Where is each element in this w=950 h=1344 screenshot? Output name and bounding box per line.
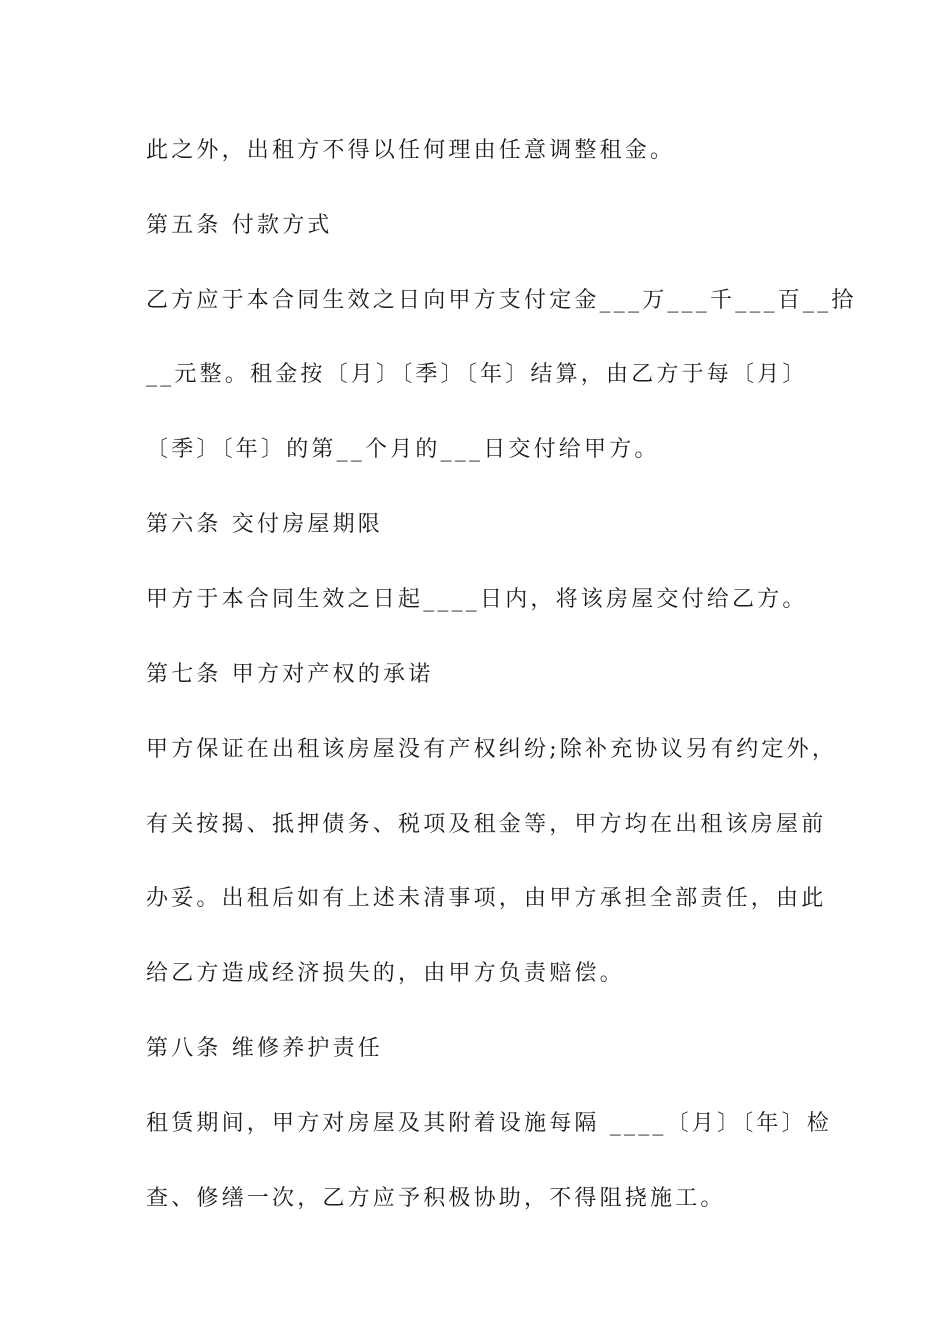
text-line: 租赁期间，甲方对房屋及其附着设施每隔 ____〔月〕〔年〕检 [146,1111,832,1136]
text-line: 此之外，出租方不得以任何理由任意调整租金。 [146,138,676,163]
section-heading-6: 第六条 交付房屋期限 [146,512,383,537]
text-line: 给乙方造成经济损失的，由甲方负责赔偿。 [146,961,625,986]
text-line: 甲方于本合同生效之日起____日内，将该房屋交付给乙方。 [146,587,808,612]
section-heading-5: 第五条 付款方式 [146,213,333,238]
text-line: 〔季〕〔年〕的第__个月的___日交付给甲方。 [146,437,660,462]
text-line: 办妥。出租后如有上述未清事项，由甲方承担全部责任，由此 [146,886,827,911]
section-heading-7: 第七条 甲方对产权的承诺 [146,662,434,687]
text-line: 乙方应于本合同生效之日向甲方支付定金___万___千___百__拾 [146,288,857,313]
text-line: 有关按揭、抵押债务、税项及租金等，甲方均在出租该房屋前 [146,812,827,837]
text-line: __元整。租金按〔月〕〔季〕〔年〕结算，由乙方于每〔月〕 [146,362,808,387]
text-line: 甲方保证在出租该房屋没有产权纠纷;除补充协议另有约定外， [146,737,838,762]
section-heading-8: 第八条 维修养护责任 [146,1036,383,1061]
text-line: 查、修缮一次，乙方应予积极协助，不得阻挠施工。 [146,1186,726,1211]
